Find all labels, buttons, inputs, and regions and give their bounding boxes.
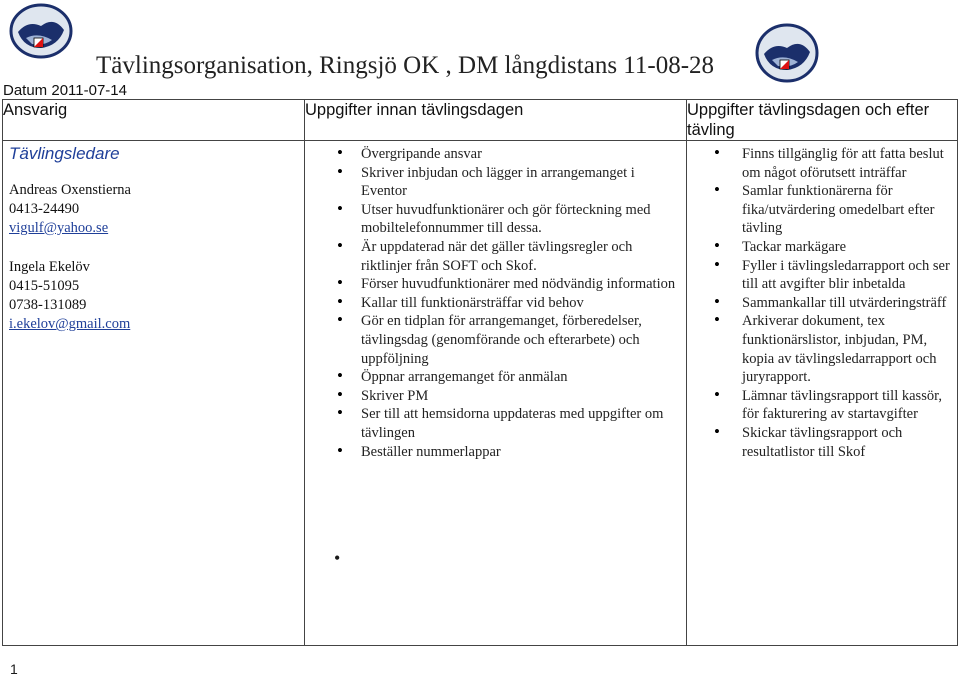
list-item: • Gör en tidplan för arrangemanget, förberedelser, tävlingsdag (genomförande och efterarbete) och uppföljning — [361, 312, 678, 368]
person2-phone1: 0415-51095 — [9, 278, 80, 294]
header-row — [3, 100, 958, 141]
document-title: Tävlingsorganisation, Ringsjö OK , DM långdistans 11-08-28 — [96, 52, 715, 79]
list-item: • Utser huvudfunktionärer och gör förteckning med mobiltelefonnummer till dessa. — [361, 201, 678, 238]
list-item: • Öppnar arrangemanget för anmälan — [361, 368, 678, 387]
person2-email-link[interactable]: i.ekelov@gmail.com — [9, 316, 131, 332]
list-item: • Finns tillgänglig för att fatta beslut om något oförutsett inträffar — [742, 145, 951, 182]
list-item: • Är uppdaterad när det gäller tävlingsregler och riktlinjer från SOFT och Skof. — [361, 238, 678, 275]
list-item: • Kallar till funktionärsträffar vid behov — [361, 294, 678, 313]
role-title: Tävlingsledare — [9, 144, 120, 163]
col-header-responsible: Ansvarig — [3, 100, 305, 141]
person1-name: Andreas Oxenstierna — [9, 182, 131, 198]
after-task-list — [687, 141, 957, 461]
page-number: 1 — [10, 661, 18, 677]
list-item: • Skickar tävlingsrapport och resultatlistor till Skof — [742, 424, 951, 461]
person1-email-link[interactable]: vigulf@yahoo.se — [9, 220, 109, 236]
list-item: • Samlar funktionärerna för fika/utvärdering omedelbart efter tävling — [742, 182, 951, 238]
list-item: • Skriver PM — [361, 387, 678, 406]
list-item: • Förser huvudfunktionärer med nödvändig information — [361, 275, 678, 294]
list-item: • Skriver inbjudan och lägger in arrangemanget i Eventor — [361, 164, 678, 201]
list-item: • Fyller i tävlingsledarrapport och ser till att avgifter blir inbetalda — [742, 257, 951, 294]
before-task-list — [305, 141, 686, 461]
col-header-after: Uppgifter tävlingsdagen och efter tävling — [687, 100, 958, 141]
list-item: • Lämnar tävlingsrapport till kassör, för fakturering av startavgifter — [742, 387, 951, 424]
document-date: Datum 2011-07-14 — [3, 82, 127, 99]
person2-name: Ingela Ekelöv — [9, 259, 90, 275]
after-tasks-cell — [687, 141, 958, 646]
ringsjo-logo-right — [754, 22, 820, 84]
empty-bullet: • — [334, 548, 341, 568]
responsible-cell — [3, 141, 305, 646]
person1-phone: 0413-24490 — [9, 201, 80, 217]
task-table — [2, 99, 958, 646]
leader-row — [3, 141, 958, 646]
list-item: • Arkiverar dokument, tex funktionärslistor, inbjudan, PM, kopia av tävlingsledarrapport och juryrapport. — [742, 312, 951, 386]
list-item: • Sammankallar till utvärderingsträff — [742, 294, 951, 313]
ringsjo-logo-left — [8, 2, 74, 60]
list-item: • Övergripande ansvar — [361, 145, 678, 164]
list-item: • Tackar markägare — [742, 238, 951, 257]
col-header-before: Uppgifter innan tävlingsdagen — [305, 100, 687, 141]
list-item: • Beställer nummerlappar — [361, 443, 678, 462]
before-tasks-cell — [305, 141, 687, 646]
list-item: • Ser till att hemsidorna uppdateras med uppgifter om tävlingen — [361, 405, 678, 442]
person2-phone2: 0738-131089 — [9, 297, 87, 313]
